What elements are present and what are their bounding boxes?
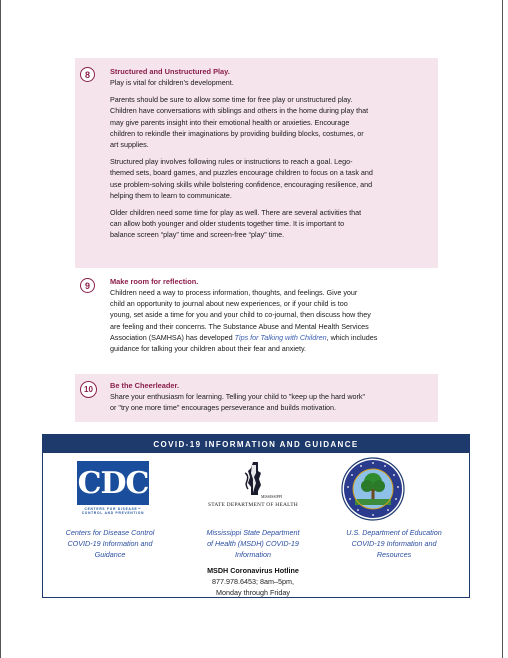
- tip-8-line: helping them to learn to communicate.: [110, 190, 232, 200]
- tip-8-section: [75, 58, 438, 268]
- tip-10-line: Share your enthusiasm for learning. Telling your child to "keep up the hard work": [110, 392, 366, 401]
- page-edge-right: [502, 0, 503, 658]
- samhsa-tips-link[interactable]: Tips for Talking with Children: [234, 332, 327, 342]
- education-seal-icon: [341, 457, 405, 521]
- tip-8-intro: Play is vital for children’s development.: [110, 78, 234, 87]
- page-edge-left: [0, 0, 1, 658]
- tip-9-title: Make room for reflection.: [110, 277, 199, 286]
- msdh-emblem-icon: [203, 459, 303, 499]
- msdh-logo: [203, 459, 303, 519]
- tip-9-section: [75, 272, 438, 370]
- cdc-logo-subtitle: CONTROL AND PREVENTION: [81, 511, 145, 515]
- cdc-link[interactable]: Guidance: [94, 550, 126, 560]
- tip-8-line: children to rekindle their imaginations by providing building blocks, costumes, or: [110, 128, 364, 138]
- education-link[interactable]: COVID-19 Information and: [351, 539, 437, 549]
- msdh-link[interactable]: of Health (MSDH) COVID-19: [207, 539, 299, 549]
- tip-8-line: Children have conversations with siblings and others in the home during play that: [110, 106, 369, 116]
- msdh-hotline-hours: Monday through Friday: [216, 587, 290, 597]
- education-link[interactable]: Resources: [376, 550, 412, 560]
- tip-8-line: use problem-solving skills while bolstering confidence, encouraging resilience, and: [110, 179, 373, 189]
- tip-8-line: balance screen “play” time and screen-free “play” time.: [110, 230, 285, 240]
- cdc-logo-subtitle: CENTERS FOR DISEASE™: [84, 507, 142, 511]
- education-link[interactable]: U.S. Department of Education: [346, 528, 442, 537]
- msdh-logo-name: STATE DEPARTMENT OF HEALTH: [208, 502, 298, 508]
- cdc-link[interactable]: COVID-19 Information and: [67, 539, 153, 549]
- tip-8-number-badge: 8: [80, 67, 95, 82]
- tip-8-line: Structured play involves following rules or instructions to reach a goal. Lego-: [110, 157, 353, 167]
- tip-10-number-badge: 10: [80, 381, 97, 398]
- cdc-logo-box: [77, 461, 149, 505]
- education-column: [327, 527, 461, 561]
- tip-9-line: child an opportunity to journal about new experiences, or if your child is too: [110, 299, 348, 309]
- tip-9-line: guidance for talking your children about their fear and anxiety.: [110, 344, 307, 354]
- msdh-logo-state: MISSISSIPPI: [261, 495, 283, 499]
- tip-9-line: Children need a way to process information, thoughts, and feelings. Give your: [110, 288, 358, 297]
- tip-8-line: Older children need some time for play as well. There are several activities that: [110, 208, 362, 218]
- cdc-column: [47, 527, 173, 561]
- tip-8-line: art supplies.: [110, 140, 149, 150]
- tip-9-line-text: , which includes: [326, 332, 378, 342]
- department-of-education-seal: [341, 457, 405, 521]
- tip-10-line: or "try one more time" encourages perseverance and builds motivation.: [110, 403, 337, 413]
- msdh-column: [188, 527, 318, 598]
- cdc-logo: [77, 461, 149, 517]
- tip-9-line-text: Association (SAMHSA) has developed: [110, 332, 235, 342]
- tip-9-line: young, set aside a time for you and your child to co-journal, then discuss how they: [110, 310, 371, 320]
- tip-8-line: Parents should be sure to allow some time for free play or unstructured play.: [110, 95, 353, 105]
- tip-8-line: themed sets, board games, and puzzles encourage children to focus on a task and: [110, 168, 373, 178]
- cdc-logo-text: CDC: [77, 465, 149, 501]
- tip-9-line-with-link: [110, 332, 430, 343]
- cdc-link[interactable]: Centers for Disease Control: [65, 528, 155, 537]
- tip-9-line: are feeling and their concerns. The Substance Abuse and Mental Health Services: [110, 321, 369, 331]
- tip-8-line: can allow both younger and older students together time. It is important to: [110, 219, 345, 229]
- covid-info-box: [42, 434, 470, 598]
- msdh-hotline-title: MSDH Coronavirus Hotline: [207, 565, 299, 575]
- msdh-link[interactable]: Information: [235, 550, 271, 560]
- tip-9-number-badge: 9: [80, 278, 95, 293]
- msdh-link[interactable]: Mississippi State Department: [206, 528, 300, 537]
- tip-10-title: Be the Cheerleader.: [110, 381, 180, 390]
- covid-header: COVID-19 INFORMATION AND GUIDANCE: [43, 435, 469, 453]
- tip-10-section: [75, 374, 438, 422]
- msdh-hotline-phone: 877.978.6453; 8am–5pm,: [212, 576, 294, 586]
- tip-8-line: may give parents insight into their emotional health or anxieties. Encourage: [110, 117, 350, 127]
- tip-8-title: Structured and Unstructured Play.: [110, 67, 230, 76]
